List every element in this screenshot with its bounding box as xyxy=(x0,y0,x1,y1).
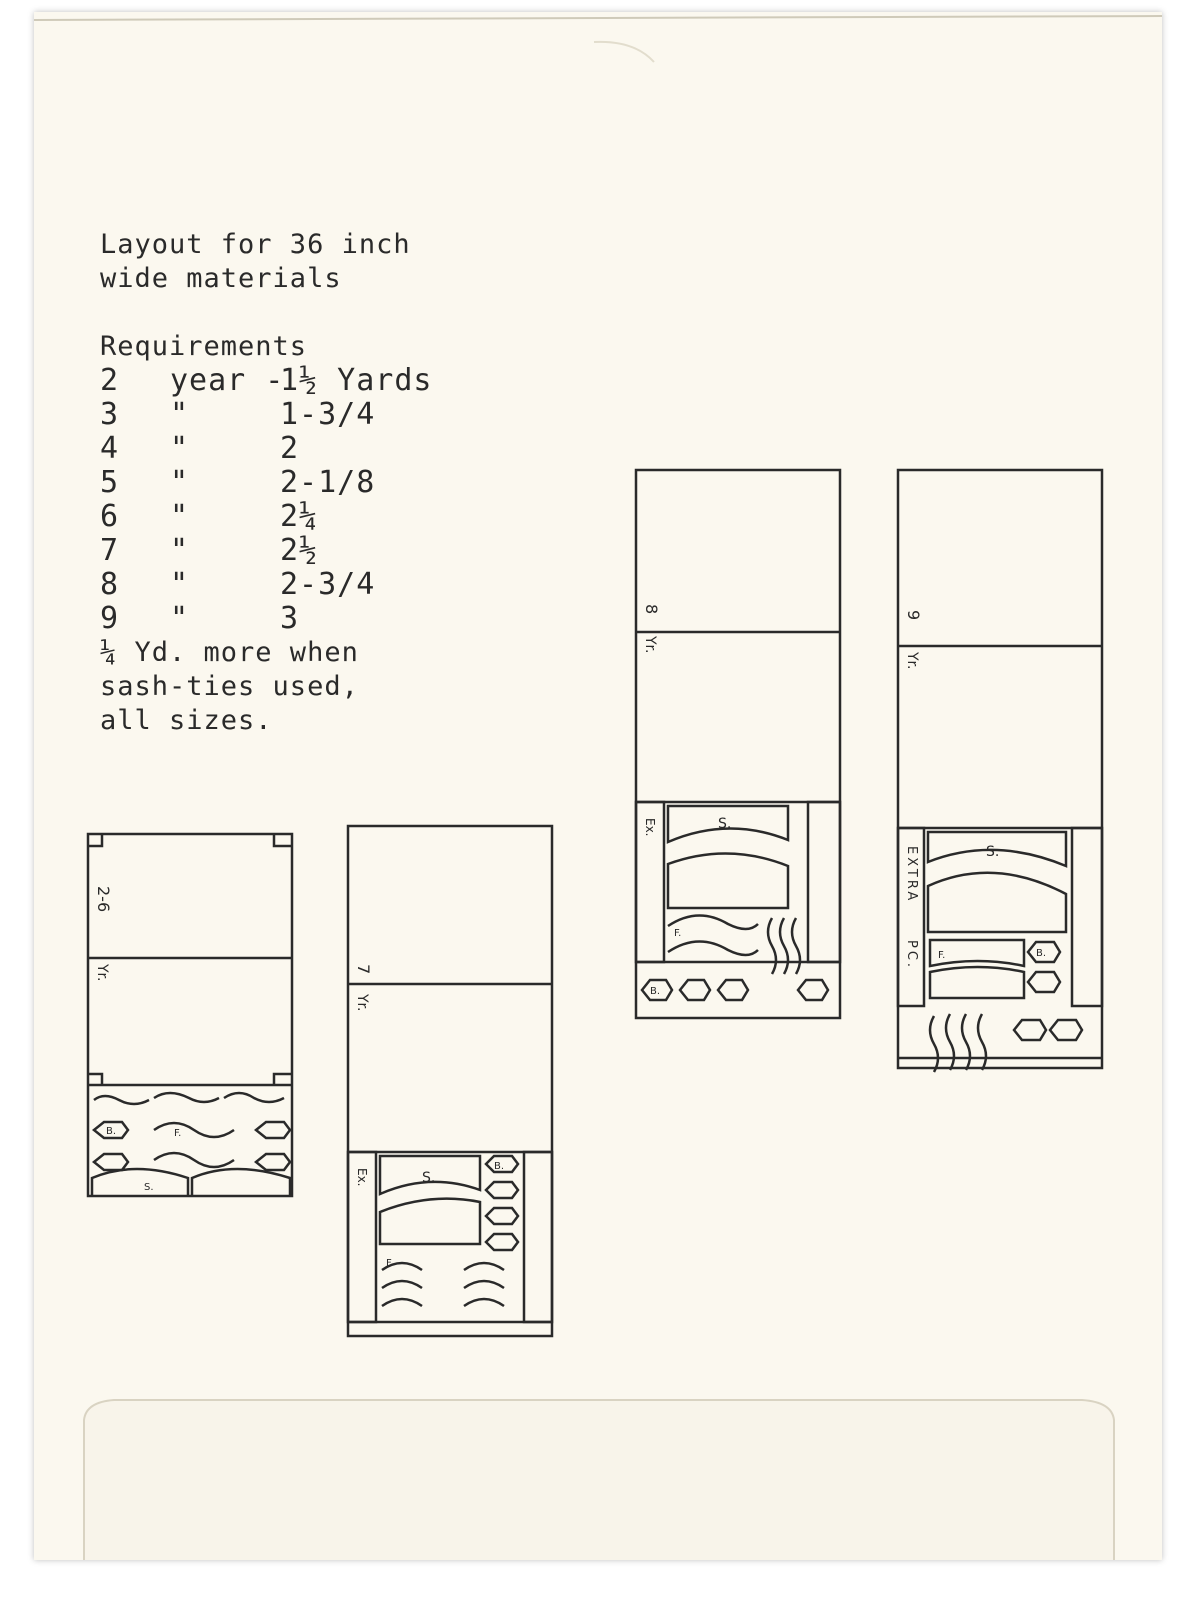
requirement-row xyxy=(100,568,433,602)
req-unit: " xyxy=(170,397,190,432)
requirement-row xyxy=(100,364,433,398)
piece-front-label: F. xyxy=(674,928,682,939)
piece-front-label: F. xyxy=(938,950,946,961)
envelope-bottom-flap xyxy=(34,1380,1162,1560)
req-unit: " xyxy=(170,465,190,500)
layout-diagram-9 xyxy=(894,466,1106,1078)
piece-extra-label: Ex. xyxy=(643,818,657,837)
req-yards: 3 xyxy=(280,601,300,636)
req-size: 6 xyxy=(100,499,120,534)
heading-line-2: wide materials xyxy=(100,263,342,294)
layout-diagram-8 xyxy=(632,466,844,1028)
req-yards: 2½ xyxy=(280,533,319,568)
envelope-top-flap xyxy=(34,12,1162,72)
req-unit: " xyxy=(170,533,190,568)
req-size: 9 xyxy=(100,601,120,636)
req-yards: 2 xyxy=(280,431,300,466)
piece-extra2-label: PC. xyxy=(904,940,919,971)
layout-size-label: 9 xyxy=(904,610,923,621)
piece-extra-label: Ex. xyxy=(355,1168,369,1187)
requirement-row xyxy=(100,432,433,466)
requirement-row xyxy=(100,466,433,500)
layout-yr-label: Yr. xyxy=(904,652,920,670)
piece-sash-label: S. xyxy=(718,816,732,832)
piece-front-label: F xyxy=(386,1258,392,1269)
layout-size-label: 2-6 xyxy=(94,886,113,913)
piece-sash-label: S. xyxy=(986,844,1000,860)
requirement-row xyxy=(100,534,433,568)
typed-text-block xyxy=(100,228,433,738)
layout-yr-label: Yr. xyxy=(642,636,658,654)
req-yards: 1½ Yards xyxy=(280,363,433,398)
piece-back-label: B. xyxy=(106,1126,117,1137)
req-size: 7 xyxy=(100,533,120,568)
piece-extra-label: EXTRA xyxy=(904,846,919,904)
piece-front-label: F. xyxy=(174,1128,182,1139)
req-unit: " xyxy=(170,567,190,602)
piece-sash-label: S. xyxy=(422,1170,436,1186)
heading-line-1: Layout for 36 inch xyxy=(100,229,411,260)
requirements-title: Requirements xyxy=(100,331,308,362)
piece-back-label: B. xyxy=(1036,948,1047,959)
note-line-1: ¼ Yd. more when xyxy=(100,637,359,668)
req-yards: 2-1/8 xyxy=(280,465,376,500)
piece-sash-label: S. xyxy=(144,1182,154,1193)
req-unit: year - xyxy=(170,363,285,398)
piece-back-label: B. xyxy=(494,1161,505,1172)
req-yards: 2-3/4 xyxy=(280,567,376,602)
requirement-row xyxy=(100,500,433,534)
req-yards: 2¼ xyxy=(280,499,319,534)
note-line-3: all sizes. xyxy=(100,705,273,736)
req-size: 8 xyxy=(100,567,120,602)
layout-yr-label: Yr. xyxy=(94,964,110,982)
req-size: 5 xyxy=(100,465,120,500)
note-line-2: sash-ties used, xyxy=(100,671,359,702)
req-unit: " xyxy=(170,499,190,534)
req-size: 3 xyxy=(100,397,120,432)
layout-diagram-7 xyxy=(344,822,556,1342)
layout-diagram-2-6 xyxy=(84,830,296,1200)
req-yards: 1-3/4 xyxy=(280,397,376,432)
req-size: 4 xyxy=(100,431,120,466)
requirement-row xyxy=(100,398,433,432)
layout-yr-label: Yr. xyxy=(354,994,370,1012)
req-unit: " xyxy=(170,431,190,466)
req-unit: " xyxy=(170,601,190,636)
req-size: 2 xyxy=(100,363,120,398)
requirement-row xyxy=(100,602,433,636)
layout-size-label: 8 xyxy=(642,604,661,615)
layout-size-label: 7 xyxy=(354,964,373,975)
piece-back-label: B. xyxy=(650,986,661,997)
